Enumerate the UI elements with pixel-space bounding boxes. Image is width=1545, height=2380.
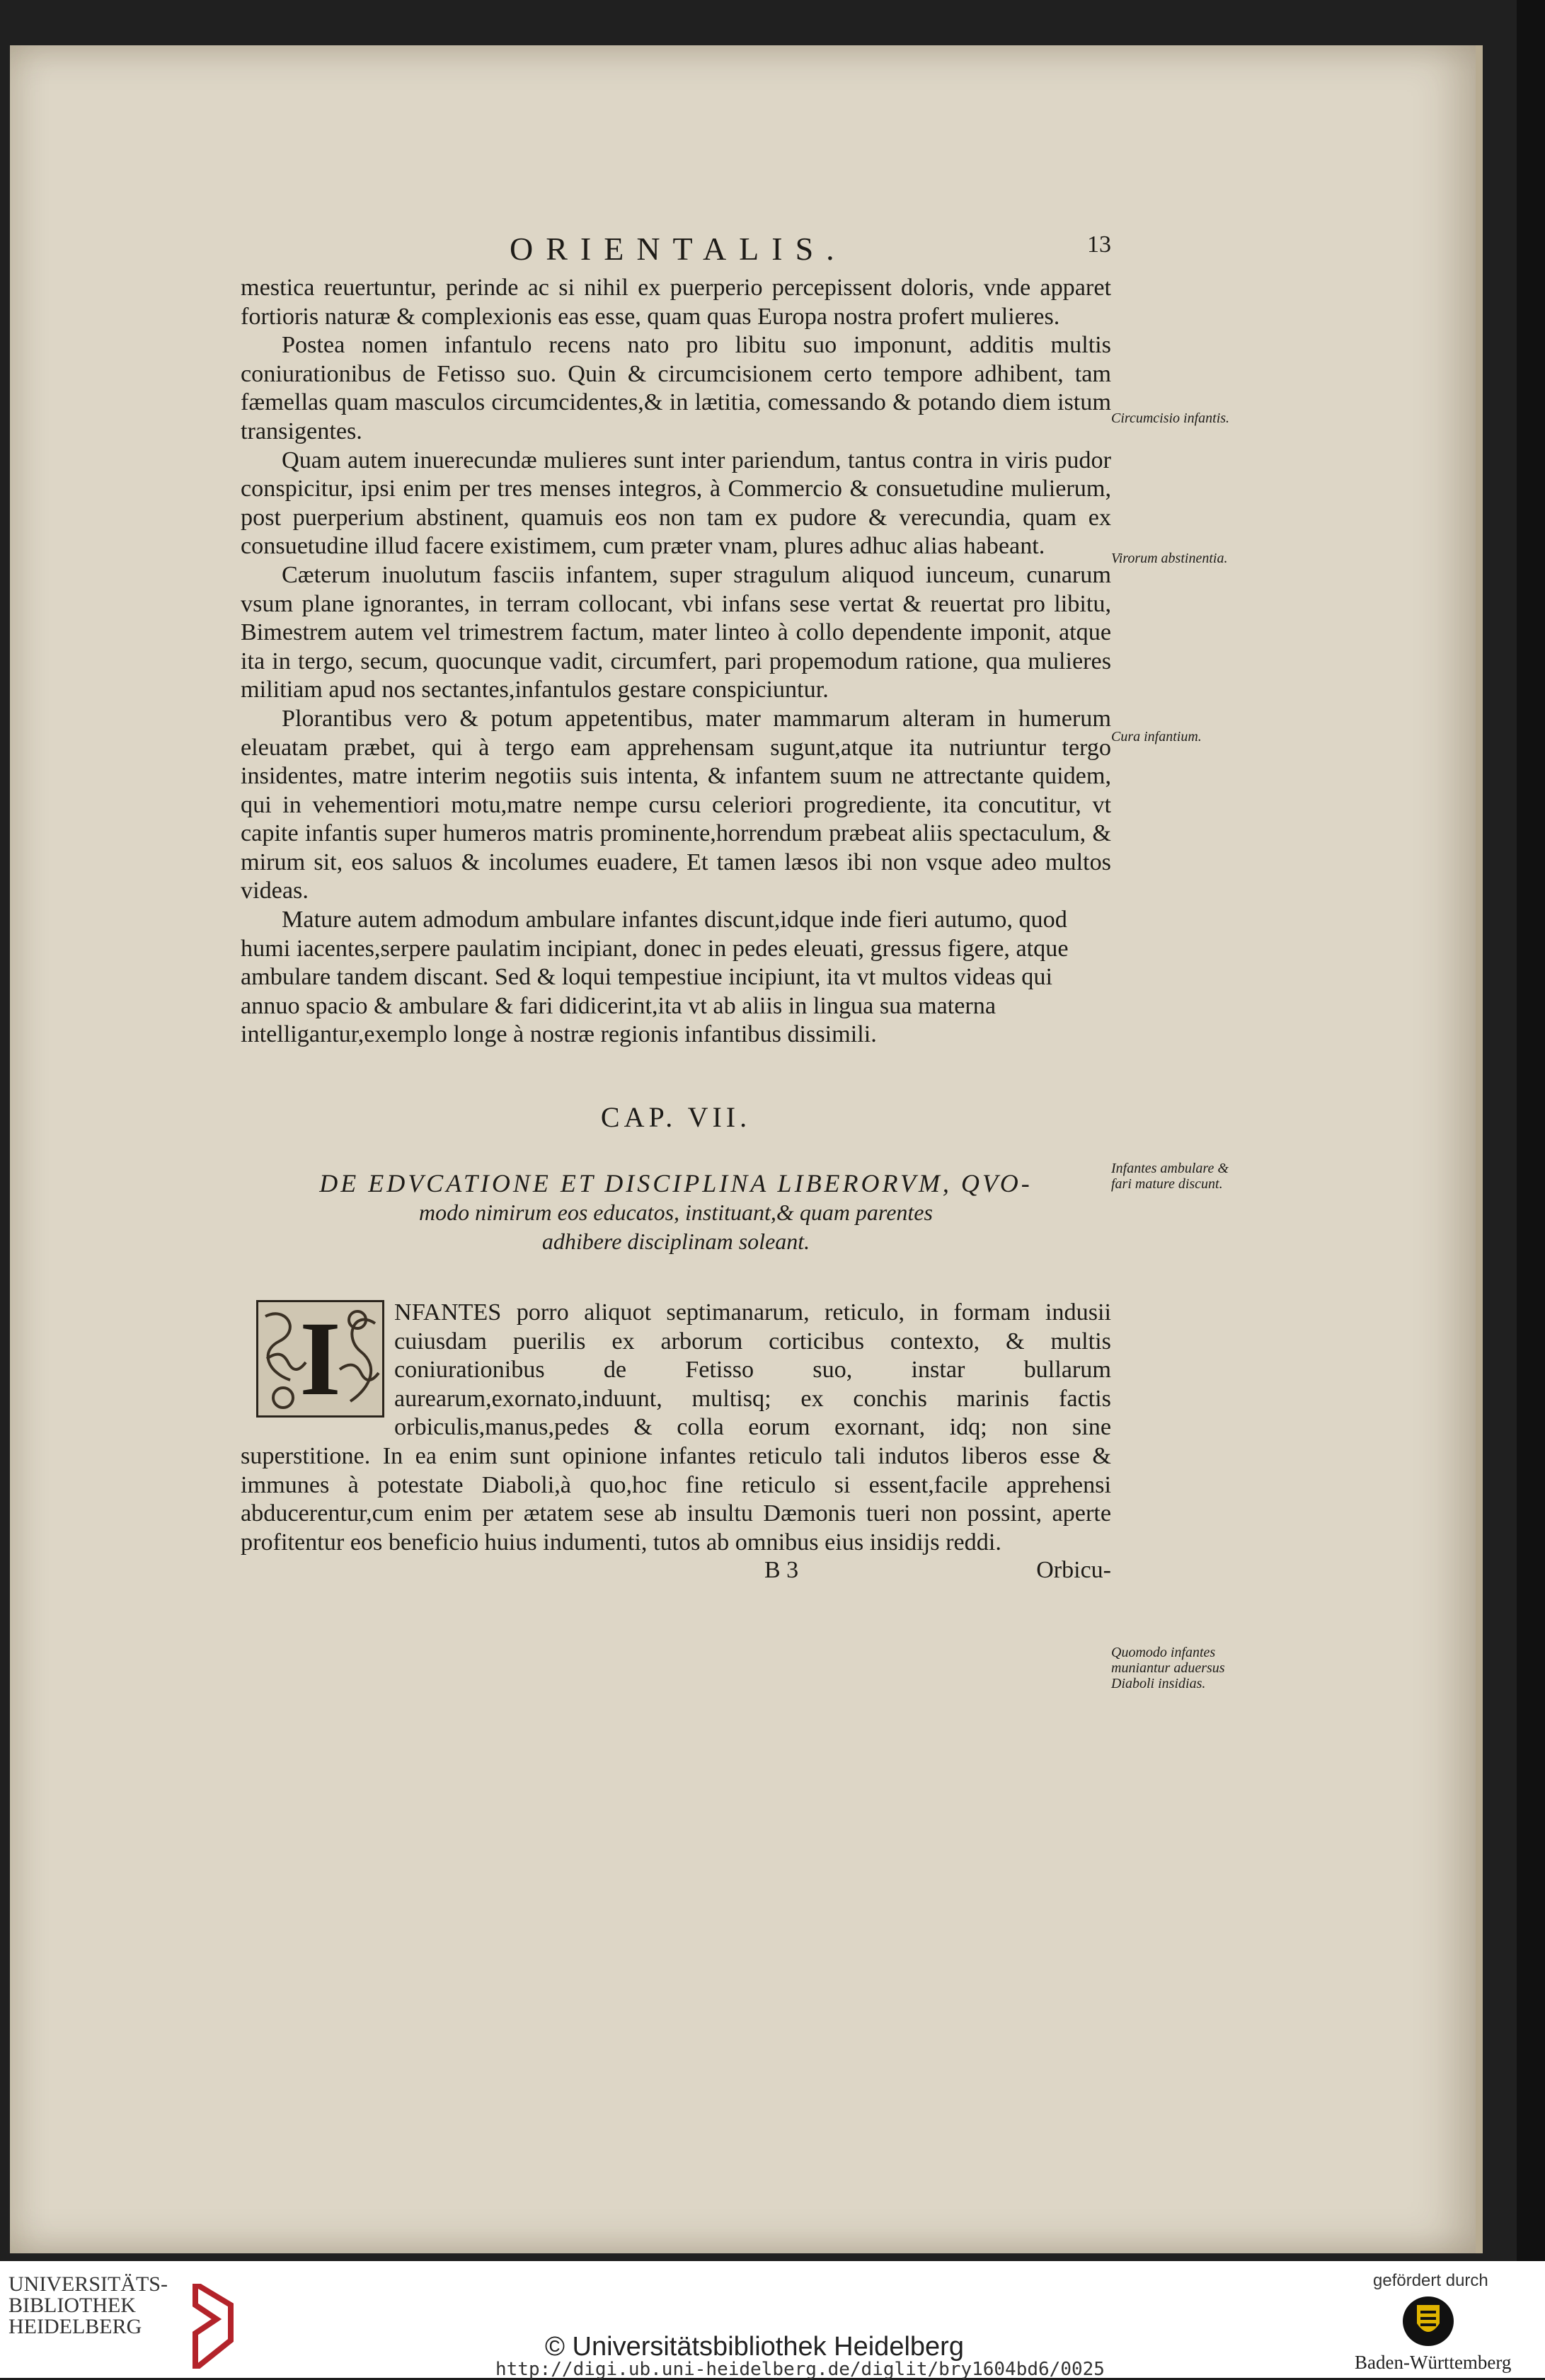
coat-of-arms-icon <box>1401 2295 1455 2347</box>
copyright-notice: © Universitätsbibliothek Heidelberg <box>545 2332 964 2362</box>
catchword: Orbicu- <box>1036 1557 1111 1584</box>
page-content <box>241 230 1111 1587</box>
marginal-note: Virorum abstinentia. <box>1111 551 1228 566</box>
decorated-initial <box>256 1300 384 1418</box>
chapter-heading-rest: modo nimirum eos educatos, instituant,& quam parentes adhibere disciplinam soleant. <box>419 1200 933 1255</box>
floral-ornament-icon <box>258 1300 382 1418</box>
running-head <box>241 230 1111 274</box>
body-text <box>241 274 1111 1050</box>
library-line: BIBLIOTHEK <box>8 2294 136 2317</box>
chapter-heading <box>241 1169 1111 1256</box>
library-emblem-icon <box>188 2284 238 2369</box>
marginal-note: Circumcisio infantis. <box>1111 410 1230 426</box>
marginal-note: Quomodo infantes muniantur aduersus Diaboli insidias. <box>1111 1645 1225 1691</box>
paragraph: Quam autem inuerecundæ mulieres sunt inter pariendum, tantus contra in viris pudor conspicitur, ipsi enim per tres menses integros, à Commercio & consuetudine mulierum, post puerperium abstinent, quamuis eos non tam ex pudore & verecundia, quam ex consuetudine illud facere existimem, cum præter vnam, plures adhuc alias habeant. <box>241 447 1111 560</box>
page-edge <box>1476 45 1483 2253</box>
initial-paragraph <box>241 1299 1111 1557</box>
marginal-note: Infantes ambulare & fari mature discunt. <box>1111 1161 1229 1192</box>
paragraph: Mature autem admodum ambulare infantes discunt,idque inde fieri autumo, quod humi iacentes,serpere paulatim incipiant, donec in pedes eleuati, gressus figere, atque ambulare tandem discant. Sed & loqui tempestiue incipiunt, ita vt multos videas qui annuo spacio & ambulare & fari didicerint,ita vt ab aliis in lingua sua materna intelligantur,exemplo longe à nostræ regionis infantibus dissimili. <box>241 907 1069 1048</box>
paragraph: NFANTES porro aliquot septimanarum, reticulo, in formam indusii cuiusdam puerilis ex arborum corticibus contexto, & multis coniurationibus de Fetisso suo, instar bullarum aurearum,exornato,induunt, multisq; ex conchis marinis factis orbiculis,manus,pedes & colla eorum exornant, idq; non sine superstitione. In ea enim sunt opinione infantes reticulo tali indutos liberos esse & immunes à potestate Diaboli,à quo,hoc fine reticulo si essent,facile apprehensi abducerentur,cum enim per ætatem sese ab insultu Dæmonis tueri non possint, aperte profitentur eos beneficio huius indumenti, tutos ab omnibus eius insidijs reddi. <box>241 1299 1111 1556</box>
funded-by-label: gefördert durch <box>1373 2271 1488 2290</box>
paragraph: Cæterum inuolutum fasciis infantem, super stragulum aliquod iunceum, cunarum vsum plane ignorantes, in terram collocant, vbi infans sese vertat & reuertat pro libitu, Bimestrem autem vel trimestrem factum, mater linteo à collo dependente imponit, atque ita in tergo, secum, quocunque vadit, circumfert, pari propemodum ratione, qua mulieres militiam apud nos sectantes,infantulos gestare conspiciuntur. <box>241 561 1111 703</box>
library-line: HEIDELBERG <box>8 2315 142 2338</box>
paragraph: Postea nomen infantulo recens nato pro libitu suo imponunt, additis multis coniurationibus de Fetisso suo. Quin & circumcisionem certo tempore adhibent, tam fæmellas quam masculos circumcidentes,& in lætitia, comessando & potando diem istum transigentes. <box>241 332 1111 444</box>
catchwords <box>241 1557 1111 1587</box>
marginal-note: Cura infantium. <box>1111 729 1202 745</box>
footer <box>0 2261 1545 2378</box>
funder-name: Baden-Württemberg <box>1355 2352 1512 2373</box>
paragraph: Plorantibus vero & potum appetentibus, mater mammarum alteram in humerum eleuatam præbet, qui à tergo eam apprehensam sugunt,atque ita nutriuntur tergo insidentes, matre interim negotiis suis intenta, & infantem suum ne attrectante quidem, qui in vehementiori motu,matre nempe cursu celeriori progrediente, ita concutitur, vt capite infantis super humeros matris prominente,horrendum præbeat aliis spectaculum, & mirum sit, eos saluos & incolumes euadere, Et tamen læsos ibi non vsque adeo multos videas. <box>241 705 1111 904</box>
chapter-label: CAP. VII. <box>600 1101 752 1134</box>
chapter-heading-caps: DE EDVCATIONE ET DISCIPLINA LIBERORVM, QVO- <box>319 1169 1033 1198</box>
page-number: 13 <box>1087 231 1111 258</box>
dropcap-letter: I <box>299 1300 341 1418</box>
library-line: UNIVERSITÄTS- <box>8 2272 168 2296</box>
running-title: ORIENTALIS. <box>510 231 847 267</box>
paragraph: mestica reuertuntur, perinde ac si nihil ex puerperio percepissent doloris, vnde apparet fortioris naturæ & complexionis eas esse, quam quas Europa nostra profert mulieres. <box>241 275 1111 330</box>
permalink-url[interactable]: http://digi.ub.uni-heidelberg.de/diglit/bry1604bd6/0025 <box>495 2359 1105 2380</box>
signature-mark: B 3 <box>764 1557 799 1584</box>
